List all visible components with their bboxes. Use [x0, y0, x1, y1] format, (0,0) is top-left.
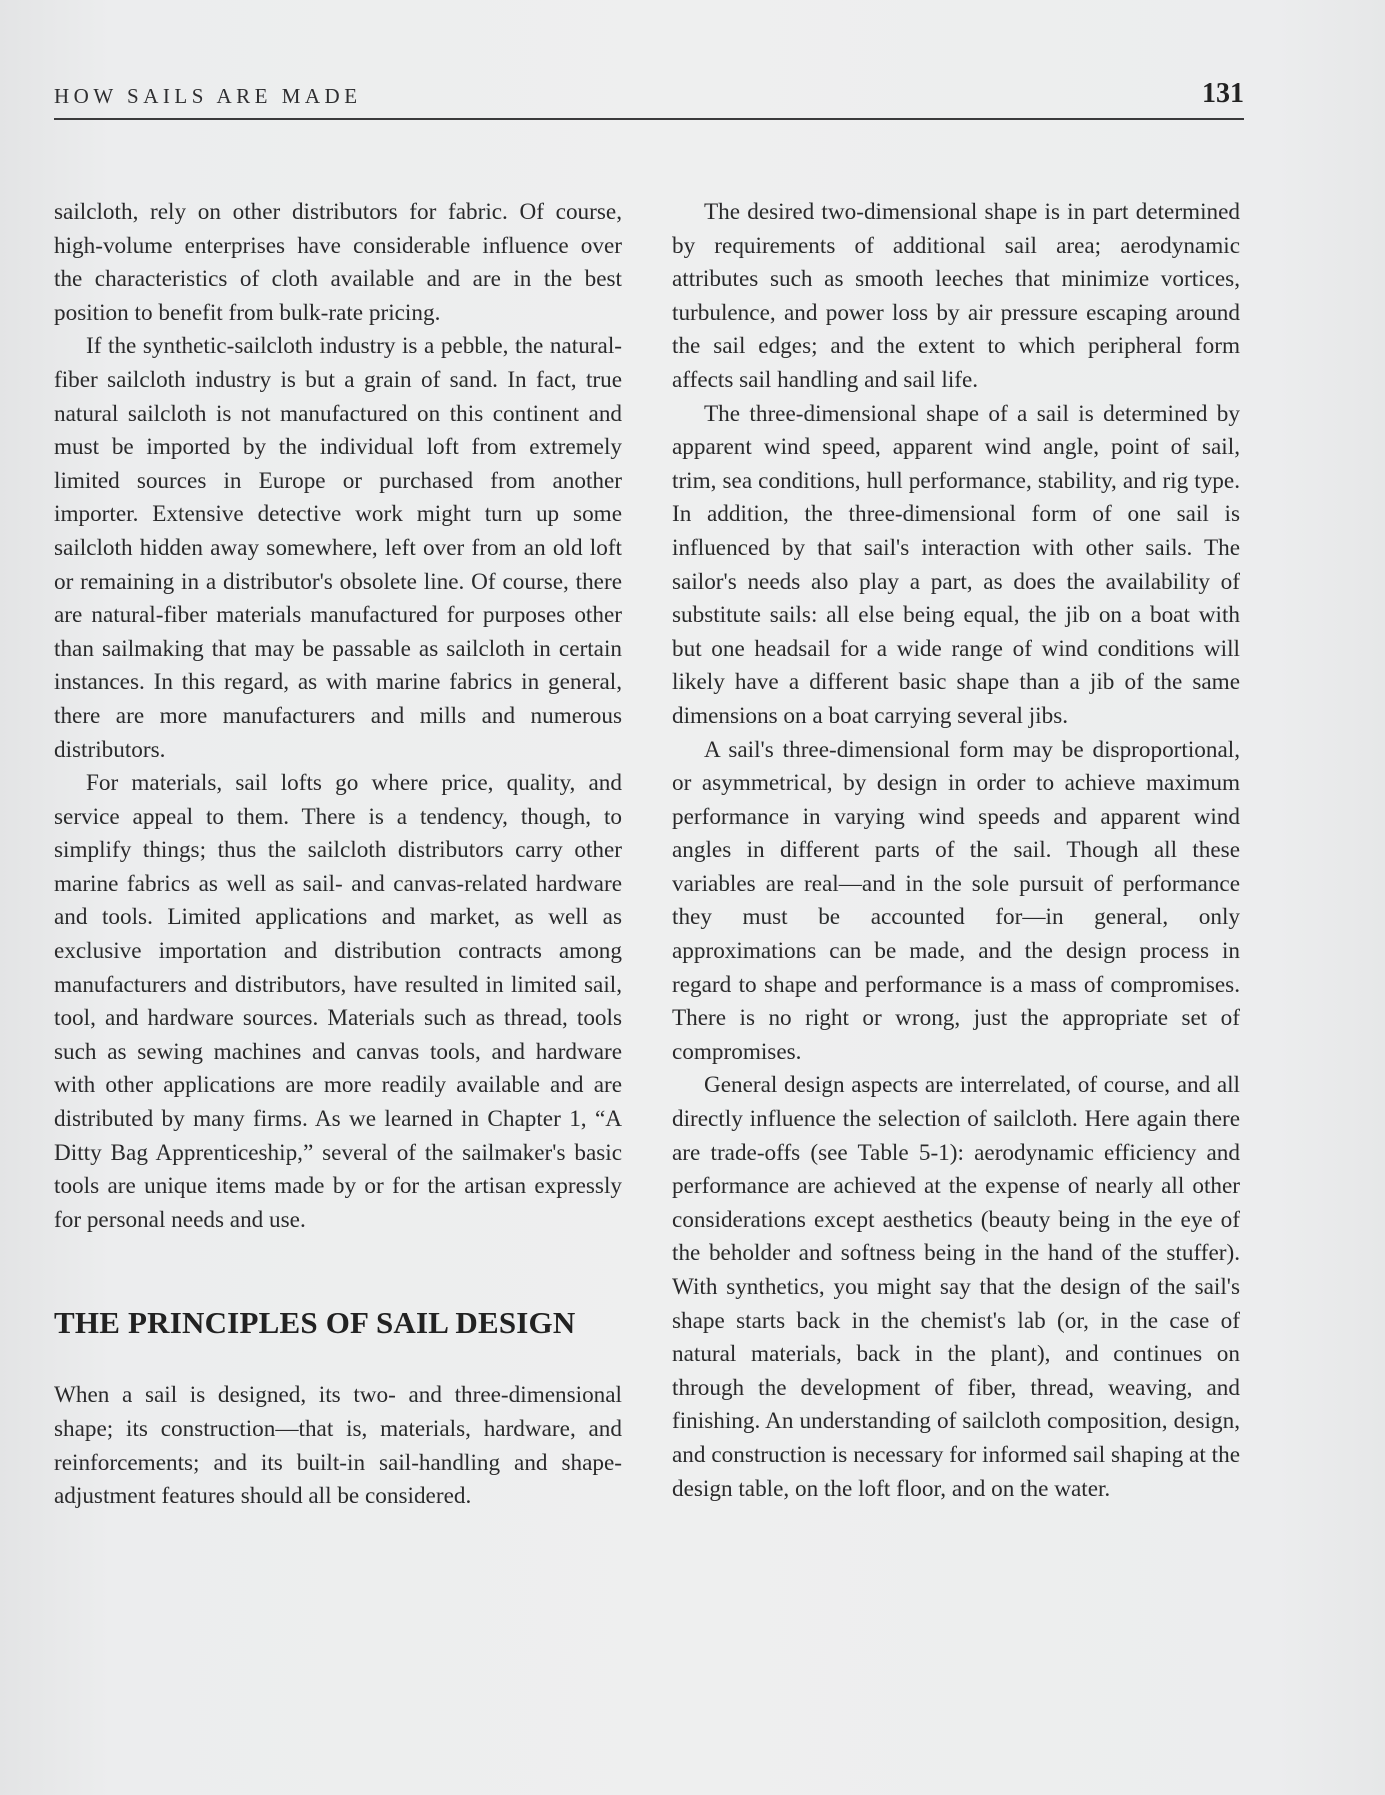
paragraph: For materials, sail lofts go where price, quality, and service appeal to them. There is a tendency, though, to simplify things; thus the sailcloth distributors carry other marine fabrics as well as sail- and canvas-related hardware and tools. Limited applications and market, as well as exclusive importation and distribution contracts among manufacturers and distributors, have resulted in limited sail, tool, and hardware sources. Materials such as thread, tools such as sewing machines and canvas tools, and hardware with other applications are more readily available and are distributed by many firms. As we learned in Chapter 1, “A Ditty Bag Apprenticeship,” several of the sailmaker's basic tools are unique items made by or for the artisan expressly for personal needs and use.: [54, 770, 622, 1233]
running-head: HOW SAILS ARE MADE: [54, 84, 362, 108]
page-number: 131: [1202, 78, 1244, 109]
paragraph: sailcloth, rely on other distributors for fabric. Of course, high-volume enterprises have considerable influence over the characteristics of cloth available and are in the best position to benefit from bulk-rate pricing.: [54, 199, 622, 326]
section-heading: THE PRINCIPLES OF SAIL DESIGN: [54, 1305, 576, 1341]
page-header: [54, 78, 1244, 120]
paragraph: The three-dimensional shape of a sail is determined by apparent wind speed, apparent wind angle, point of sail, trim, sea conditions, hull performance, stability, and rig type. In addition, the three-dimensional form of one sail is influenced by that sail's interaction with other sails. The sailor's needs also play a part, as does the availability of substitute sails: all else being equal, the jib on a boat with but one headsail for a wide range of wind conditions will likely have a different basic shape than a jib of the same dimensions on a boat carrying several jibs.: [672, 400, 1240, 729]
right-column: [672, 196, 1240, 1506]
paragraph: When a sail is designed, its two- and three-dimensional shape; its construction—that is, materials, hardware, and reinforcements; and its built-in sail-handling and shape-adjustment features should all be considered.: [54, 1382, 622, 1510]
paragraph: General design aspects are interrelated, of course, and all directly influence the selection of sailcloth. Here again there are trade-offs (see Table 5-1): aerodynamic efficiency and performance are achieved at the expense of nearly all other considerations except aesthetics (beauty being in the eye of the beholder and softness being in the hand of the stuffer). With synthetics, you might say that the design of the sail's shape starts back in the chemist's lab (or, in the case of natural materials, back in the plant), and continues on through the development of fiber, thread, weaving, and finishing. An understanding of sailcloth composition, design, and construction is necessary for informed sail shaping at the design table, on the loft floor, and on the water.: [672, 1072, 1240, 1502]
paragraph: The desired two-dimensional shape is in part determined by requirements of additional sail area; aerodynamic attributes such as smooth leeches that minimize vortices, turbulence, and power loss by air pressure escaping around the sail edges; and the extent to which peripheral form affects sail handling and sail life.: [672, 199, 1240, 393]
paragraph: A sail's three-dimensional form may be disproportional, or asymmetrical, by design in order to achieve maximum performance in varying wind speeds and apparent wind angles in different parts of the sail. Though all these variables are real—and in the sole pursuit of performance they must be accounted for—in general, only approximations can be made, and the design process in regard to shape and performance is a mass of compromises. There is no right or wrong, just the appropriate set of compromises.: [672, 736, 1240, 1065]
paragraph: If the synthetic-sailcloth industry is a pebble, the natural-fiber sailcloth industry is but a grain of sand. In fact, true natural sailcloth is not manufactured on this continent and must be imported by the individual loft from extremely limited sources in Europe or purchased from another importer. Extensive detective work might turn up some sailcloth hidden away somewhere, left over from an old loft or remaining in a distributor's obsolete line. Of course, there are natural-fiber materials manufactured for purposes other than sailmaking that may be passable as sailcloth in certain instances. In this regard, as with marine fabrics in general, there are more manufacturers and mills and numerous distributors.: [54, 333, 622, 763]
left-column: [54, 196, 622, 1514]
